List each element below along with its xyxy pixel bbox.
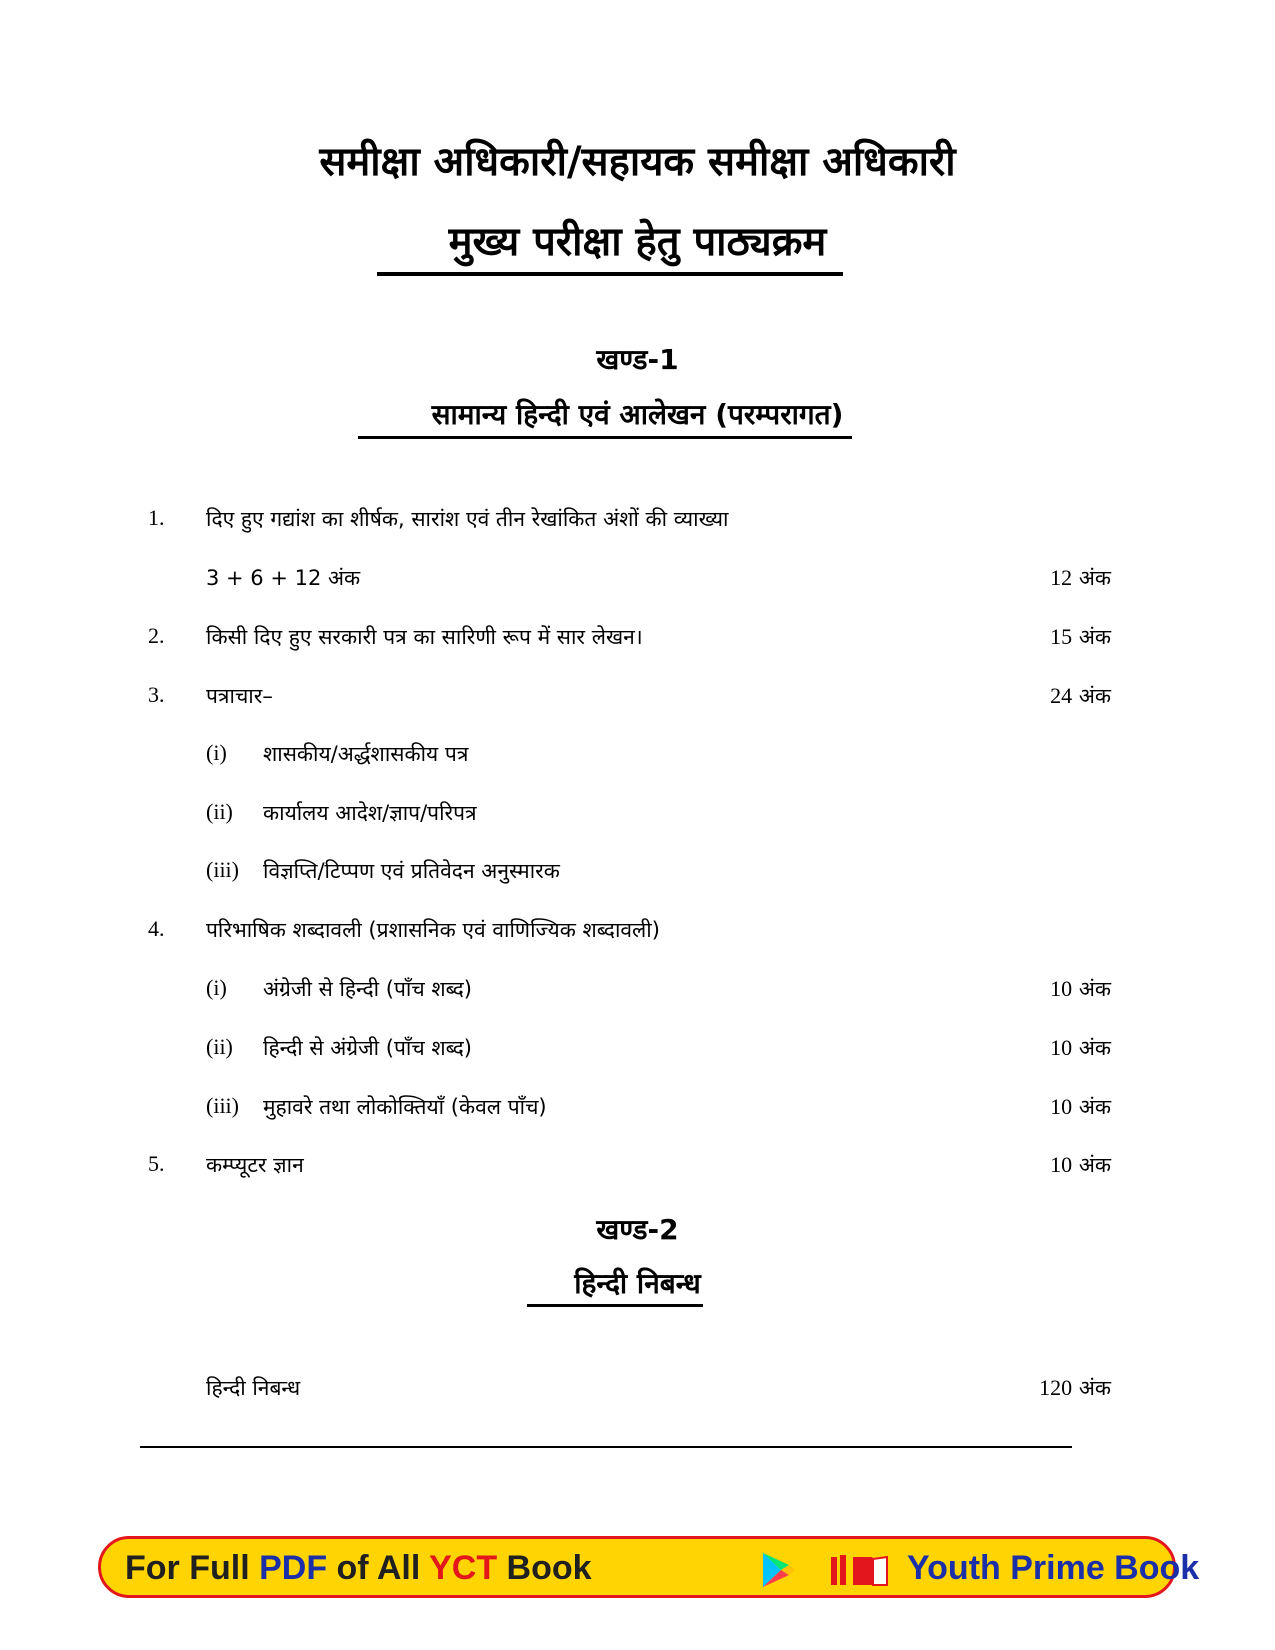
section1-underline [358, 436, 852, 439]
item-text: हिन्दी निबन्ध [206, 1376, 301, 1400]
sub-item-text: कार्यालय आदेश/ज्ञाप/परिपत्र [263, 801, 477, 825]
section1-subtitle: सामान्य हिन्दी एवं आलेखन (परम्परागत) [431, 398, 844, 431]
sub-item-text: मुहावरे तथा लोकोक्तियाँ (केवल पाँच) [263, 1095, 547, 1119]
list-item [0, 682, 1275, 716]
item-marks: 120 अंक [1039, 1375, 1111, 1400]
list-item [0, 564, 1275, 598]
title-underline [377, 272, 843, 276]
sub-item-text: शासकीय/अर्द्धशासकीय पत्र [263, 742, 469, 766]
section2-underline [527, 1304, 703, 1307]
sub-item-text: हिन्दी से अंग्रेजी (पाँच शब्द) [263, 1036, 472, 1060]
sub-list-item [0, 857, 1275, 891]
promo-banner[interactable] [98, 1536, 1200, 1598]
item-marks: 10 अंक [1050, 1094, 1111, 1119]
item-marks: 10 अंक [1050, 1035, 1111, 1060]
sub-list-item [0, 1034, 1275, 1068]
item-number: 2. [148, 623, 165, 648]
banner-brand: Youth Prime Book [907, 1549, 1200, 1587]
item-text: किसी दिए हुए सरकारी पत्र का सारिणी रूप में सार लेखन। [206, 625, 643, 649]
footer-divider [140, 1446, 1072, 1448]
sub-item-number: (i) [206, 975, 227, 1000]
item-marks: 12 अंक [1050, 565, 1111, 590]
item-text: दिए हुए गद्यांश का शीर्षक, सारांश एवं तीन रेखांकित अंशों की व्याख्या [206, 507, 729, 531]
item-number: 3. [148, 682, 165, 707]
section1-heading: खण्ड-1 [596, 343, 679, 376]
sub-item-text: अंग्रेजी से हिन्दी (पाँच शब्द) [263, 977, 472, 1001]
item-marks: 10 अंक [1050, 1152, 1111, 1177]
item-text: परिभाषिक शब्दावली (प्रशासनिक एवं वाणिज्यिक शब्दावली) [206, 918, 660, 942]
item-number: 4. [148, 916, 165, 941]
book-icon [829, 1551, 891, 1589]
section2-subtitle: हिन्दी निबन्ध [574, 1267, 701, 1300]
item-text: पत्राचार– [206, 684, 273, 708]
item-marks: 24 अंक [1050, 683, 1111, 708]
sub-item-number: (iii) [206, 1093, 239, 1118]
sub-item-text: विज्ञप्ति/टिप्पण एवं प्रतिवेदन अनुस्मारक [263, 859, 560, 883]
sub-item-number: (iii) [206, 857, 239, 882]
list-item [0, 916, 1275, 950]
sub-item-number: (ii) [206, 1034, 233, 1059]
list-item [0, 1374, 1275, 1408]
banner-text: For Full PDF of All YCT Book [125, 1549, 592, 1587]
section2-heading: खण्ड-2 [596, 1213, 679, 1246]
sub-item-number: (i) [206, 740, 227, 765]
page-subtitle: मुख्य परीक्षा हेतु पाठ्यक्रम [448, 219, 827, 265]
item-text: 3 + 6 + 12 अंक [206, 566, 361, 590]
sub-list-item [0, 975, 1275, 1009]
sub-item-number: (ii) [206, 799, 233, 824]
list-item [0, 623, 1275, 657]
item-marks: 15 अंक [1050, 624, 1111, 649]
sub-list-item [0, 740, 1275, 774]
item-text: कम्प्यूटर ज्ञान [206, 1153, 304, 1177]
sub-list-item [0, 799, 1275, 833]
list-item [0, 505, 1275, 539]
item-number: 1. [148, 505, 165, 530]
list-item [0, 1151, 1275, 1185]
sub-list-item [0, 1093, 1275, 1127]
item-marks: 10 अंक [1050, 976, 1111, 1001]
play-store-icon [761, 1551, 797, 1589]
item-number: 5. [148, 1151, 165, 1176]
page-title: समीक्षा अधिकारी/सहायक समीक्षा अधिकारी [319, 139, 956, 185]
